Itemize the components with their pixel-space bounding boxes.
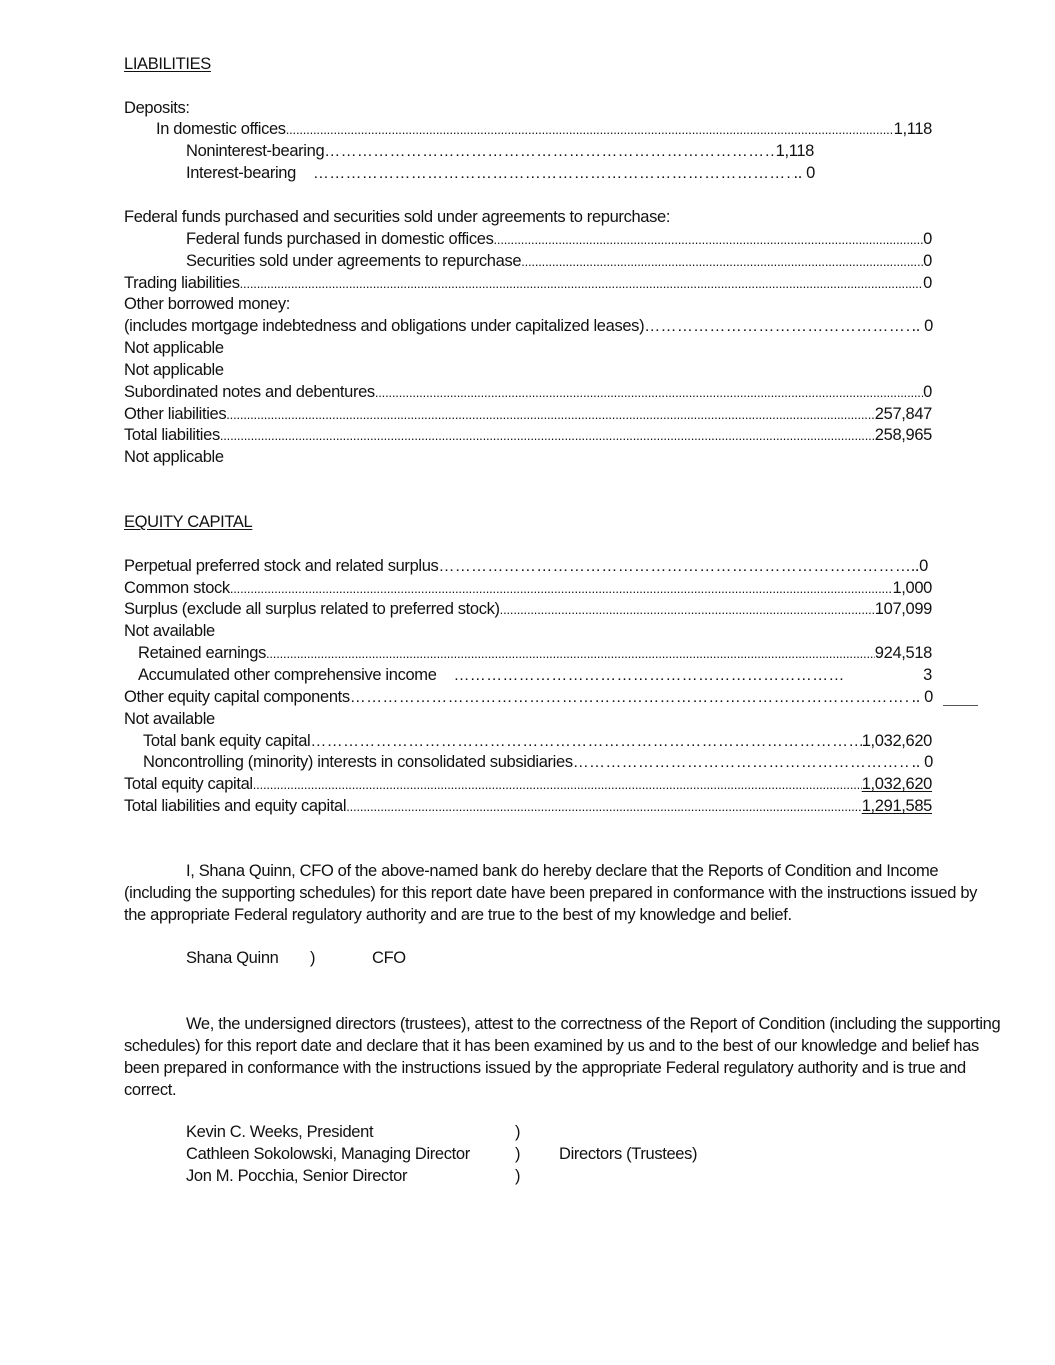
row-retained-earnings [138,642,932,664]
leader-dots [230,577,893,600]
row-other-liabilities [124,403,932,425]
fed-funds-label: Federal funds purchased and securities sold under agreements to repurchase: [124,208,671,226]
not-available-text: Not available [124,710,215,728]
not-applicable-text: Not applicable [124,361,224,379]
row-value: 1,032,620 [861,732,932,750]
director-name: Kevin C. Weeks, President [186,1123,374,1141]
row-perpetual-preferred [124,555,928,577]
director-name: Cathleen Sokolowski, Managing Director [186,1145,470,1163]
row-value: 1,032,620 [861,775,932,793]
blank-underline [943,705,978,706]
row-trading-liabilities [124,272,932,294]
row-label: Trading liabilities [124,274,240,292]
leader-dots [324,140,775,163]
row-value: 1,118 [775,142,814,160]
leader-dots [494,228,924,251]
row-value: 257,847 [874,405,932,423]
directors-attestation [124,1013,1002,1101]
leader-dots [266,642,875,665]
row-label: Federal funds purchased in domestic offices [186,230,494,248]
row-label: Retained earnings [138,644,266,662]
row-surplus [124,598,932,620]
leader-dots [253,773,862,796]
row-value: .. 0 [911,317,933,335]
row-label: Securities sold under agreements to repurchase [186,252,522,270]
row-fed-funds-purchased [186,228,932,250]
row-label: Total liabilities [124,426,220,444]
cfo-declaration-text: I, Shana Quinn, CFO of the above-named bank do hereby declare that the Reports of Condition and Income (including the supporting schedules) for this report date have been prepared in conformance with the instructions issued by the appropriate Federal regulatory authority and are true to the best of my knowledge and belief. [124,862,978,924]
row-value: 0 [923,274,932,292]
not-applicable-text: Not applicable [124,339,224,357]
row-label: Other liabilities [124,405,227,423]
leader-dots [644,315,911,338]
row-label: Total equity capital [124,775,253,793]
row-label: Subordinated notes and debentures [124,383,375,401]
row-label: (includes mortgage indebtedness and obligations under capitalized leases) [124,317,645,335]
row-value: 3 [923,666,932,684]
cfo-declaration [124,860,999,926]
leader-dots [350,686,912,709]
leader-dots [346,795,862,818]
director-paren: ) [515,1145,521,1163]
row-value: 258,965 [874,426,932,444]
row-value: 1,291,585 [861,797,932,815]
row-label: Noncontrolling (minority) interests in consolidated subsidiaries [143,753,573,771]
row-label: Total bank equity capital [143,732,311,750]
row-value: .. 0 [911,753,933,771]
leader-dots [500,598,875,621]
row-interest-bearing [186,162,815,184]
leader-dots [438,555,910,578]
row-value: .. 0 [911,688,933,706]
row-label: Other equity capital components [124,688,350,706]
row-value: 1,118 [893,120,932,138]
row-label: Accumulated other comprehensive income [138,666,454,684]
row-value: 107,099 [874,600,932,618]
leader-dots [453,664,846,687]
director-paren: ) [515,1123,521,1141]
row-other-equity-components [124,686,933,708]
row-subordinated-notes [124,381,932,403]
row-value: 0 [923,252,932,270]
row-total-equity-capital [124,773,932,795]
row-total-liabilities-equity [124,795,932,817]
row-label: Perpetual preferred stock and related surplus [124,557,439,575]
row-securities-sold [186,250,932,272]
director-name: Jon M. Pocchia, Senior Director [186,1167,408,1185]
equity-capital-heading: EQUITY CAPITAL [124,513,253,531]
leader-dots [226,403,875,426]
leader-dots [521,250,923,273]
row-label: Interest-bearing [186,164,313,182]
deposits-label: Deposits: [124,99,190,117]
cfo-signer-title: CFO [372,949,406,967]
row-value: 0 [923,383,932,401]
row-common-stock [124,577,932,599]
row-label: Common stock [124,579,230,597]
row-in-domestic-offices [156,118,932,140]
directors-attestation-text: We, the undersigned directors (trustees), attest to the correctness of the Report of Condition (including the supporting schedules) for this report date and declare that it has been examined by us and to the best of our knowledge and belief has been prepared in conformance with the instructions issued by the appropriate Federal regulatory authority and is true and correct. [124,1015,1001,1099]
row-label: Surplus (exclude all surplus related to preferred stock) [124,600,500,618]
cfo-signature-paren: ) [310,949,316,967]
leader-dots [286,118,894,141]
row-value: .. 0 [793,164,815,182]
liabilities-heading: LIABILITIES [124,55,211,73]
other-borrowed-label: Other borrowed money: [124,295,290,313]
row-value: ..0 [910,557,928,575]
row-total-bank-equity [143,730,932,752]
row-label: Total liabilities and equity capital [124,797,347,815]
row-total-liabilities [124,424,932,446]
leader-dots [573,751,912,774]
leader-dots [375,381,923,404]
leader-dots [313,162,794,185]
row-label: Noninterest-bearing [186,142,325,160]
row-value: 0 [923,230,932,248]
row-value: 1,000 [892,579,932,597]
leader-dots [310,730,861,753]
row-label: In domestic offices [156,120,286,138]
cfo-signer-name: Shana Quinn [186,949,279,967]
leader-dots [220,424,875,447]
leader-dots [240,272,924,295]
row-mortgage-indebtedness [124,315,933,337]
not-available-text: Not available [124,622,215,640]
directors-group-label: Directors (Trustees) [559,1145,698,1163]
not-applicable-text: Not applicable [124,448,224,466]
row-noncontrolling-interests [143,751,933,773]
row-value: 924,518 [874,644,932,662]
row-noninterest-bearing [186,140,814,162]
director-paren: ) [515,1167,521,1185]
row-aoci [138,664,932,686]
